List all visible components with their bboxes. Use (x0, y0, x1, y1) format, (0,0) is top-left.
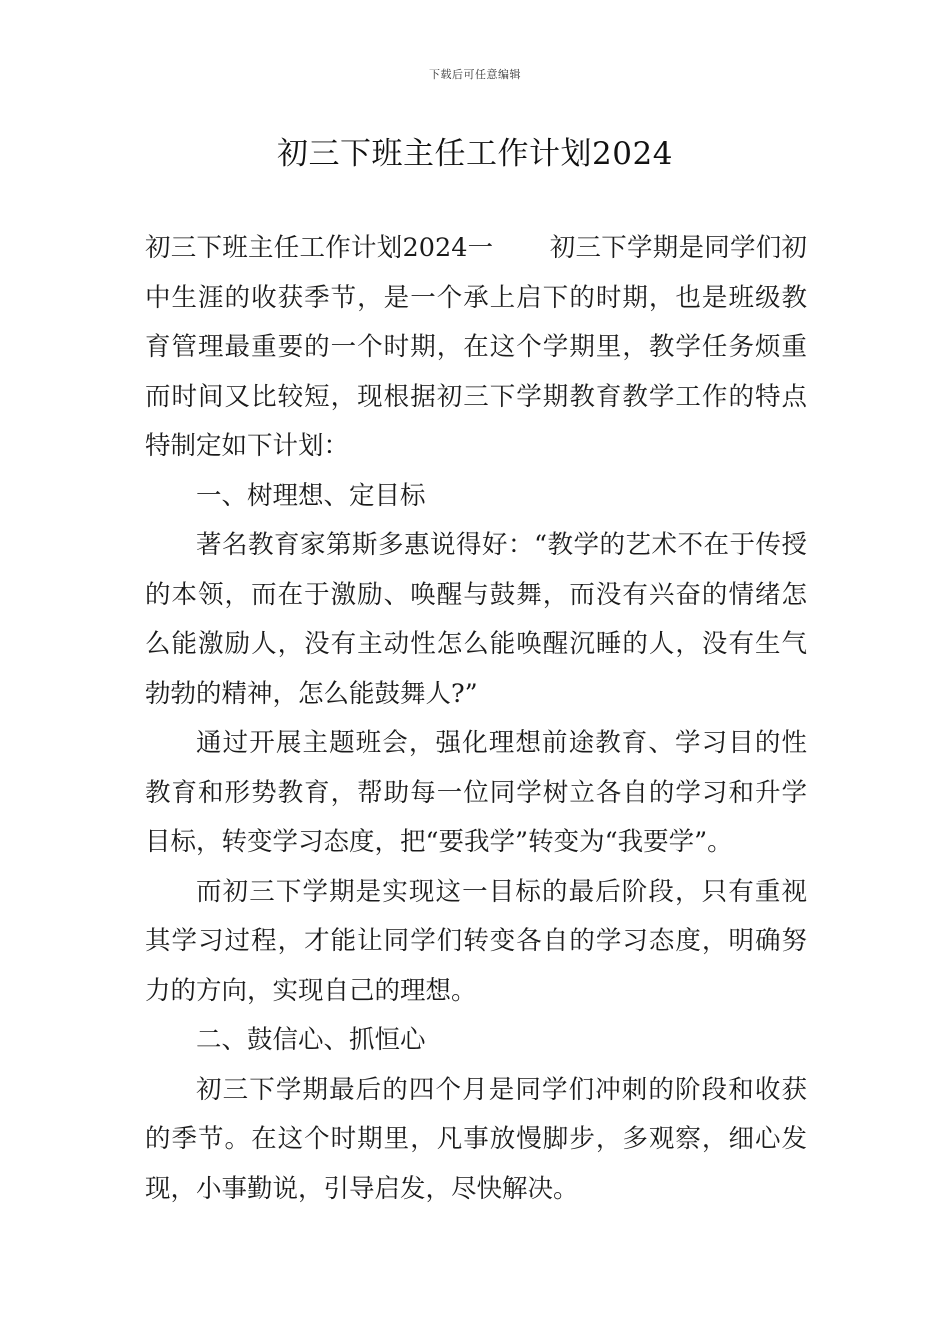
intro-paragraph (145, 224, 807, 472)
section-1-paragraph-2: 通过开展主题班会，强化理想前途教育、学习目的性教育和形势教育，帮助每一位同学树立各自的学习和升学目标，转变学习态度，把“要我学”转变为“我要学”。 (145, 728, 807, 857)
section-1-paragraph-1: 著名教育家第斯多惠说得好：“教学的艺术不在于传授的本领，而在于激励、唤醒与鼓舞，而没有兴奋的情绪怎么能激励人，没有主动性怎么能唤醒沉睡的人，没有生气勃勃的精神，怎么能鼓舞人?” (145, 530, 807, 709)
section-1-paragraph-3: 而初三下学期是实现这一目标的最后阶段，只有重视其学习过程，才能让同学们转变各自的学习态度，明确努力的方向，实现自己的理想。 (145, 876, 807, 1006)
intro-label: 初三下班主任工作计划2024一 (145, 233, 494, 263)
header-note: 下载后可任意编辑 (429, 68, 521, 81)
intro-text: 初三下学期是同学们初中生涯的收获季节，是一个承上启下的时期，也是班级教育管理最重要的一个时期，在这个学期里，教学任务烦重而时间又比较短，现根据初三下学期教育教学工作的特点特制定如下计划： (145, 233, 807, 461)
document-body (145, 224, 807, 1214)
document-title: 初三下班主任工作计划2024 (277, 136, 673, 172)
section-1-heading: 一、树理想、定目标 (196, 480, 426, 511)
section-2-paragraph-1: 初三下学期最后的四个月是同学们冲刺的阶段和收获的季节。在这个时期里，凡事放慢脚步，多观察，细心发现，小事勤说，引导启发，尽快解决。 (145, 1074, 807, 1204)
section-2-heading: 二、鼓信心、抓恒心 (196, 1025, 426, 1055)
